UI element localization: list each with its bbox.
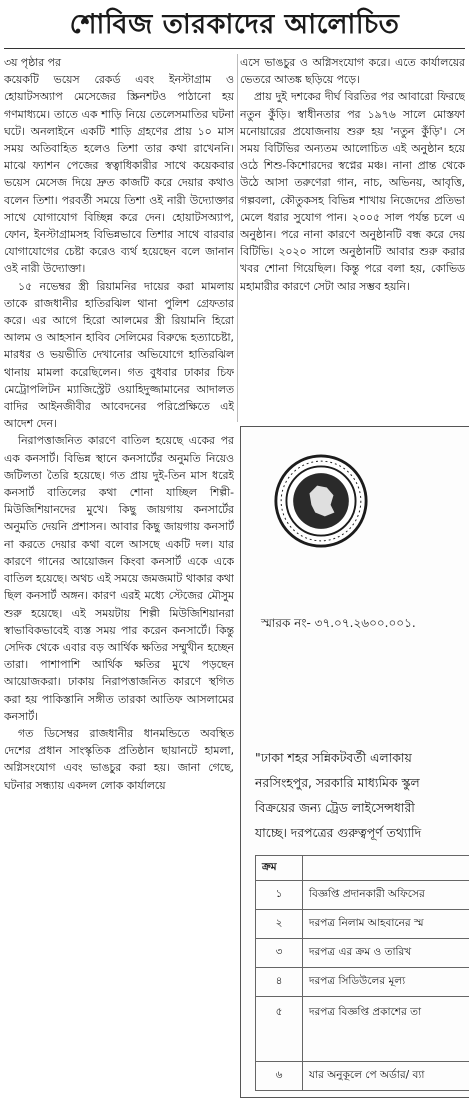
table-row xyxy=(256,1062,469,1091)
row-detail: বিজ্ঞপ্তি প্রদানকারী অফিসের xyxy=(303,881,469,910)
article-paragraph: গত ডিসেম্বর রাজধানীর ধানমন্ডিতে অবস্থিত দেশের প্রধান সাংস্কৃতিক প্রতিষ্ঠান ছায়ানটে হামলা, অগ্নিসংযোগ এবং ভাঙচুর করা হয়। জানা গেছে, ঘটনার সন্ধ্যায় একদল লোক কার্যালয়ে xyxy=(4,725,234,794)
column-header-serial: ক্রম xyxy=(256,856,303,881)
notice-intro xyxy=(255,745,469,845)
tender-notice-ad xyxy=(240,426,469,1098)
notice-intro-line: "ঢাকা শহর সন্নিকটবর্তী এলাকায় xyxy=(255,745,469,770)
row-serial: ৪ xyxy=(256,968,303,997)
row-serial: ২ xyxy=(256,910,303,939)
notice-intro-line: বিক্রয়ের জন্য ট্রেড লাইসেন্সধারী xyxy=(255,795,469,820)
article-paragraph: কয়েকটি ভয়েস রেকর্ড এবং ইনস্টাগ্রাম ও হোয়াটসঅ্যাপ মেসেজের স্ক্রিনশটও পাঠানো হয় গণমাধ্যমে। তাতে এক শাড়ি নিয়ে তেলেসমাতির ঘটনা ঘটে। অনলাইনে একটি শাড়ি গ্রহণের প্রায় ১০ মাস সময় অতিবাহিত হলেও তিশা তার কথা রাখেননি। মাঝে ফ্যাশন পেজের স্বত্বাধিকারীর সাথে কয়েকবার ভয়েস মেসেজ দিয়ে দ্রুত কাজটি করে দেয়ার কথাও বলেন তিশা। পরবর্তী সময়ে তিশা ওই নারী উদ্যোক্তার সাথে যোগাযোগ বিচ্ছিন্ন করে দেন। হোয়াটসঅ্যাপ, ফোন, ইনস্টাগ্রামসহ বিভিন্নভাবে তিশার সাথে বারবার যোগাযোগের চেষ্টা করেও ব্যর্থ হয়েছেন বলে জানান ওই নারী উদ্যোক্তা। xyxy=(4,71,234,277)
row-detail: দরপত্র সিডিউলের মূল্য xyxy=(303,968,469,997)
table-header-row xyxy=(256,856,469,881)
article-paragraph: এসে ভাঙচুর ও অগ্নিসংযোগ করে। এতে কার্যালয়ের ভেতরে আতঙ্ক ছড়িয়ে পড়ে। xyxy=(240,54,465,88)
table-row xyxy=(256,939,469,968)
government-seal-icon xyxy=(273,453,369,549)
row-serial: ১ xyxy=(256,881,303,910)
table-row xyxy=(256,997,469,1062)
notice-table xyxy=(255,855,469,1091)
article-paragraph: প্রায় দুই দশকের দীর্ঘ বিরতির পর আবারো ফিরছে নতুন কুঁড়ি। স্বাধীনতার পর ১৯৭৬ সালে মোস্তফা মনোয়ারের প্রযোজনায় শুরু হয় 'নতুন কুঁড়ি'। সে সময় বিটিভির অন্যতম আলোচিত এই অনুষ্ঠান হয়ে ওঠে শিশু-কিশোরদের স্বপ্নের মঞ্চ। নানা প্রান্ত থেকে উঠে আসা তরুণেরা গান, নাচ, অভিনয়, আবৃত্তি, গল্পবলা, কৌতুকসহ বিভিন্ন শাখায় নিজেদের প্রতিভা মেলে ধরার সুযোগ পান। ২০০৫ সাল পর্যন্ত চলে এ অনুষ্ঠান। পরে নানা কারণে অনুষ্ঠানটি বন্ধ করে দেয় বিটিভি। ২০২০ সালে অনুষ্ঠানটি আবার শুরু করার খবর শোনা গিয়েছিল। কিন্তু পরে বলা হয়, কোভিড মহামারীর কারণে সেটা আর সম্ভব হয়নি। xyxy=(240,88,465,294)
headline-rule xyxy=(4,48,465,49)
continuation-note: ৩য় পৃষ্ঠার পর xyxy=(4,54,234,71)
row-serial: ৬ xyxy=(256,1062,303,1091)
headline: শোবিজ তারকাদের আলোচিত xyxy=(0,4,469,46)
column-header-detail xyxy=(303,856,469,881)
article-paragraph: ১৫ নভেম্বর স্ত্রী রিয়ামনির দায়ের করা মামলায় তাকে রাজধানীর হাতিরঝিল থানা পুলিশ গ্রেফতার করে। এর আগে হিরো আলমের স্ত্রী রিয়ামনি হিরো আলম ও আহসান হাবিব সেলিমের বিরুদ্ধে হত্যাচেষ্টা, মারধর ও ভয়ভীতি দেখানোর অভিযোগে হাতিরঝিল থানায় মামলা করেছিলেন। গত বুধবার ঢাকার চিফ মেট্রোপলিটন ম্যাজিস্ট্রেট ওয়াহিদুজ্জামানের আদালত বাদির আইনজীবীর আবেদনের পরিপ্রেক্ষিতে এই আদেশ দেন। xyxy=(4,278,234,433)
row-serial: ৫ xyxy=(256,997,303,1062)
notice-intro-line: নরসিংহপুর, সরকারি মাধ্যমিক স্কুল xyxy=(255,770,469,795)
table-row xyxy=(256,968,469,997)
memo-number: স্মারক নং- ৩৭.০৭.২৬০০.০০১. xyxy=(261,615,469,635)
row-serial: ৩ xyxy=(256,939,303,968)
article-column-left xyxy=(4,54,234,1084)
notice-intro-line: যাচ্ছে। দরপত্রের গুরুত্বপূর্ণ তথ্যাদি xyxy=(255,820,469,845)
article-column-right xyxy=(240,54,465,422)
article-paragraph: নিরাপত্তাজনিত কারণে বাতিল হয়েছে একের পর এক কনসার্ট। বিভিন্ন স্থানে কনসার্টের অনুমতি নিয়েও জটিলতা তৈরি হয়েছে। গত প্রায় দুই-তিন মাস ধরেই কনসার্ট বাতিলের কথা শোনা যাচ্ছিল শিল্পী-মিউজিশিয়ানদের মুখে। কিছু জায়গায় কনসার্টের অনুমতি দেয়নি প্রশাসন। আবার কিছু জায়গায় কনসার্ট না করতে দেয়ার কথা বলে আসছে একটি দল। যার কারণে গানের আয়োজন কিংবা কনসার্ট একে একে বাতিল হয়েছে। অথচ এই সময়ে জমজমাট থাকার কথা ছিল কনসার্ট অঙ্গন। কারণ এরই মধ্যে স্টেজের মৌসুম শুরু হয়েছে। এই সময়টায় শিল্পী মিউজিশিয়ানরা স্বাভাবিকভাবেই ব্যস্ত সময় পার করেন কনসার্টে। কিন্তু সেদিক থেকে এবার বড় আর্থিক ক্ষতির সম্মুখীন হচ্ছেন তারা। পাশাপাশি আর্থিক ক্ষতির মুখে পড়ছেন আয়োজকরা। ঢাকায় নিরাপত্তাজনিত কারণে স্থগিত করা হয় পাকিস্তানি সঙ্গীত তারকা আতিফ আসলামের কনসার্ট। xyxy=(4,432,234,724)
table-row xyxy=(256,881,469,910)
row-detail: দরপত্র এর ক্রম ও তারিখ xyxy=(303,939,469,968)
column-divider xyxy=(237,54,238,422)
row-detail: যার অনুকূলে পে অর্ডার/ ব্যা xyxy=(303,1062,469,1091)
row-detail: দরপত্র নিলাম আহবানের স্ম xyxy=(303,910,469,939)
table-row xyxy=(256,910,469,939)
row-detail: দরপত্র বিজ্ঞপ্তি প্রকাশের তা xyxy=(303,997,469,1062)
